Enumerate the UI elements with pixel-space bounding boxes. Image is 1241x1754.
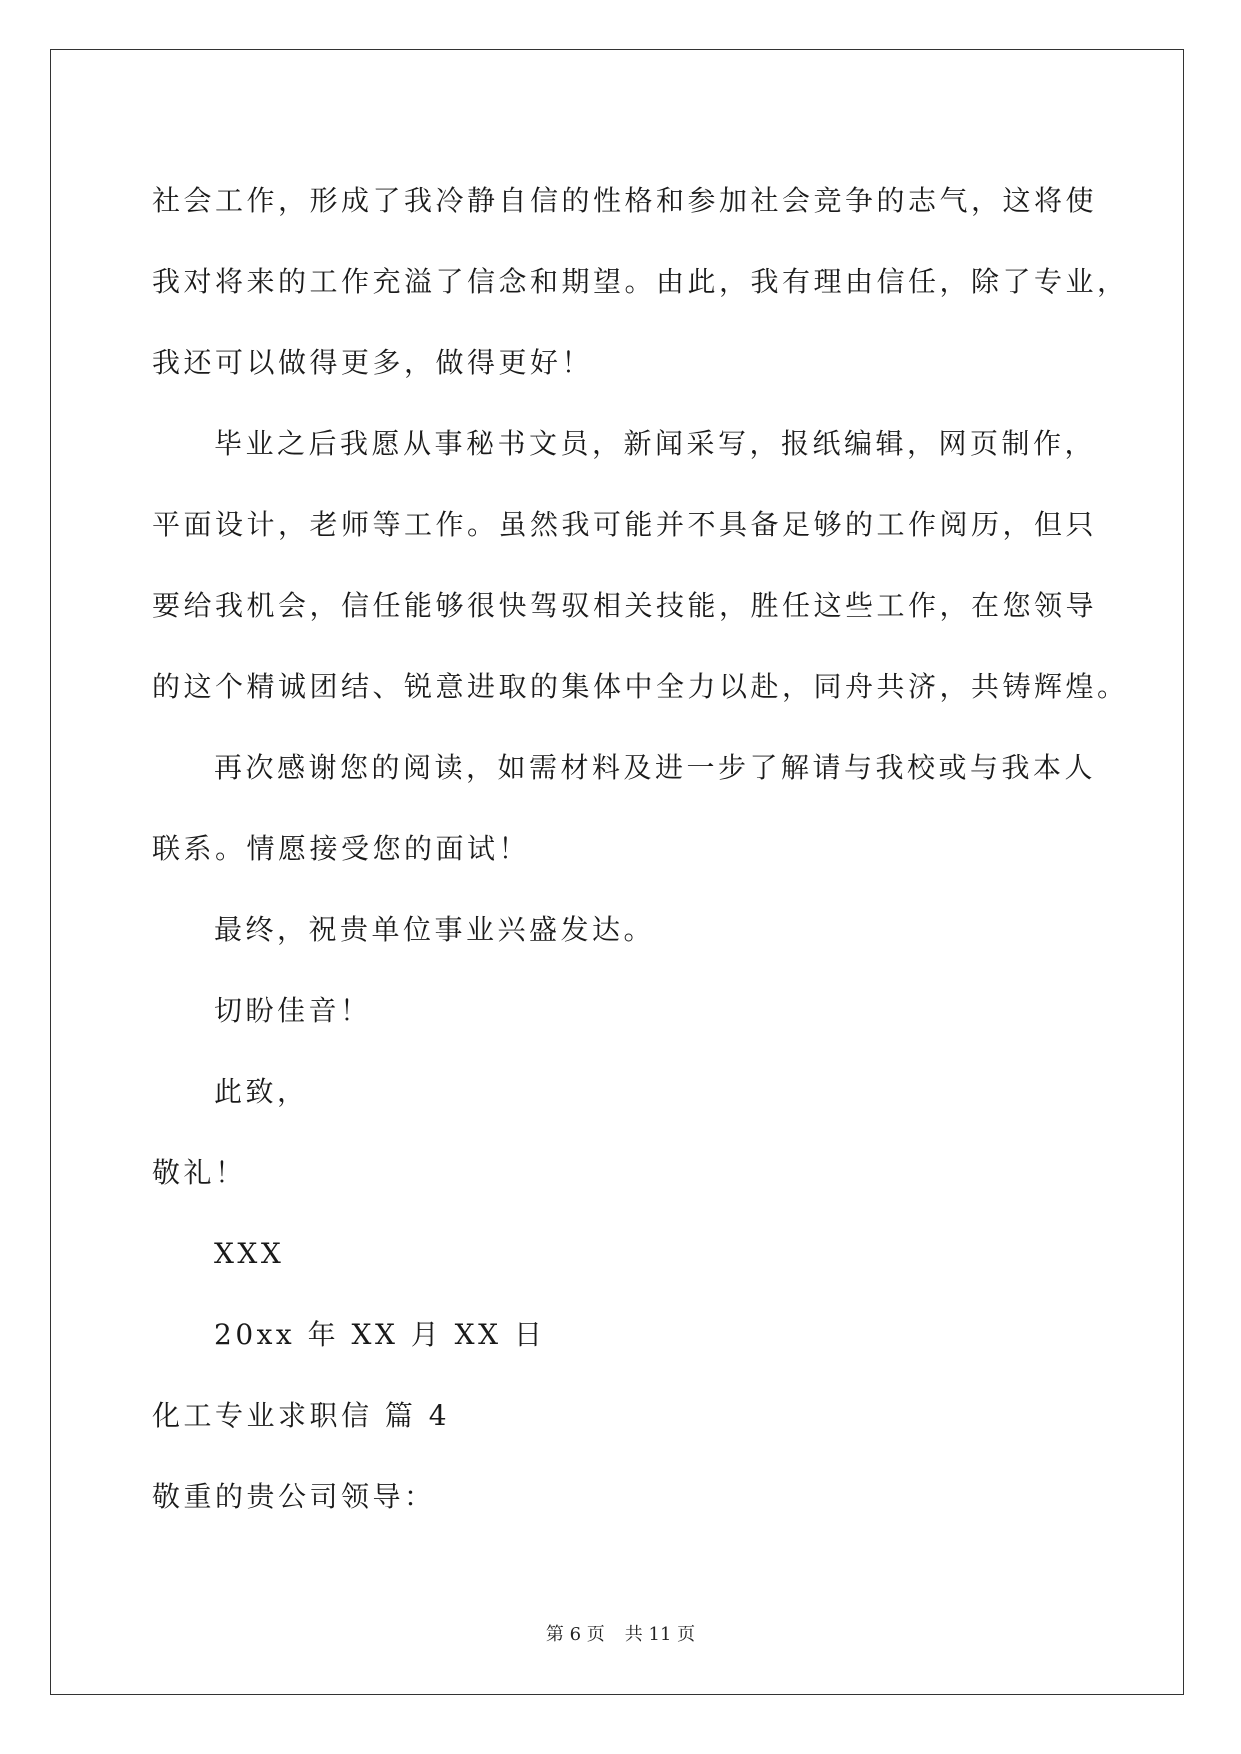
paragraph-line: 社会工作，形成了我冷静自信的性格和参加社会竞争的志气，这将使 bbox=[152, 184, 1098, 217]
salutation-closing: 此致， bbox=[214, 1075, 309, 1108]
page-total: 共 11 页 bbox=[624, 1624, 696, 1645]
paragraph-line: 我对将来的工作充溢了信念和期望。由此，我有理由信任，除了专业， bbox=[152, 265, 1129, 298]
signature-date: 20xx 年 XX 月 XX 日 bbox=[214, 1318, 546, 1351]
paragraph-line: 联系。情愿接受您的面试！ bbox=[152, 832, 531, 865]
closing-wish: 最终，祝贵单位事业兴盛发达。 bbox=[214, 913, 656, 946]
paragraph-line: 平面设计，老师等工作。虽然我可能并不具备足够的工作阅历，但只 bbox=[152, 508, 1098, 541]
signature-name: XXX bbox=[214, 1237, 285, 1270]
salutation-respect: 敬礼！ bbox=[152, 1156, 247, 1189]
paragraph-line: 我还可以做得更多，做得更好！ bbox=[152, 346, 594, 379]
paragraph-line: 毕业之后我愿从事秘书文员，新闻采写，报纸编辑，网页制作， bbox=[214, 427, 1097, 460]
letter-greeting: 敬重的贵公司领导： bbox=[152, 1480, 436, 1513]
paragraph-line: 再次感谢您的阅读，如需材料及进一步了解请与我校或与我本人 bbox=[214, 751, 1097, 784]
page-number: 第 6 页 bbox=[545, 1624, 605, 1645]
page-footer bbox=[0, 1620, 1241, 1646]
closing-hope: 切盼佳音！ bbox=[214, 994, 372, 1027]
document-body bbox=[152, 160, 1129, 1537]
section-heading: 化工专业求职信 篇 4 bbox=[152, 1399, 451, 1432]
paragraph-line: 的这个精诚团结、锐意进取的集体中全力以赴，同舟共济，共铸辉煌。 bbox=[152, 670, 1129, 703]
paragraph-line: 要给我机会，信任能够很快驾驭相关技能，胜任这些工作，在您领导 bbox=[152, 589, 1098, 622]
